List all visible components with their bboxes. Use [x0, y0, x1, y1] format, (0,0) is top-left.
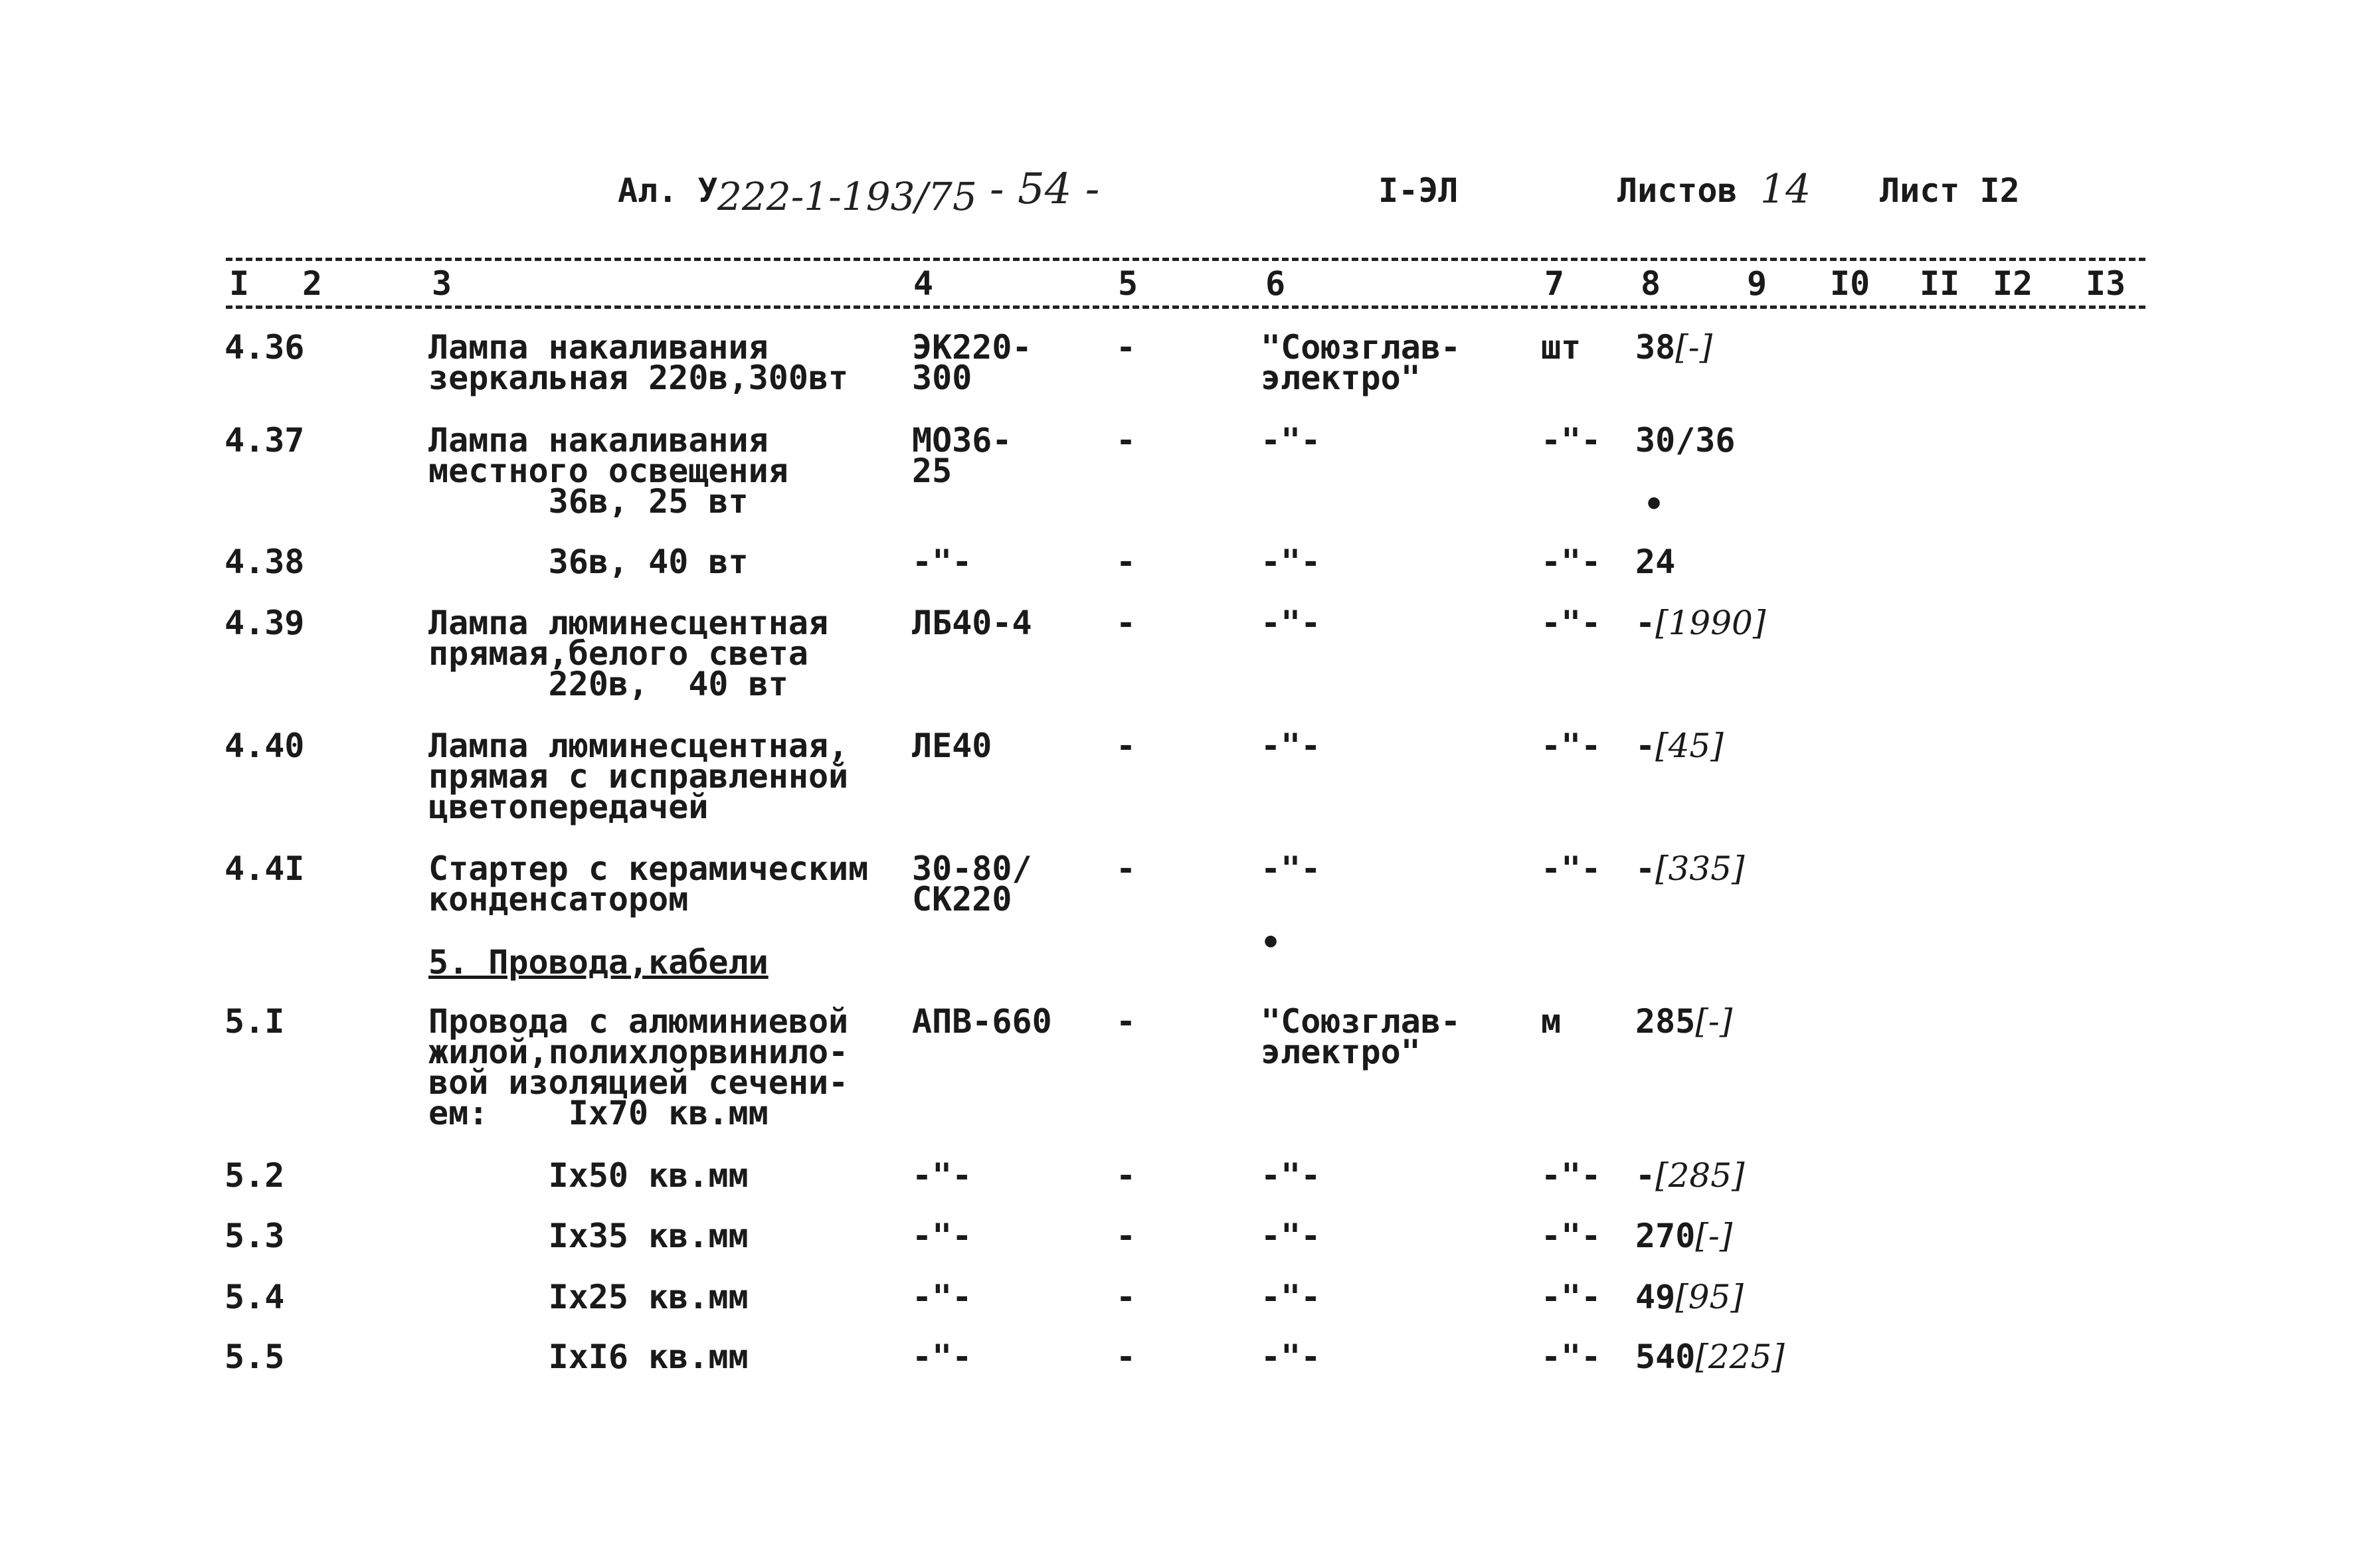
- item-quantity: [1635, 604, 1766, 642]
- quantity-printed: -: [1635, 849, 1656, 888]
- item-col5: -: [1116, 1002, 1136, 1041]
- quantity-printed: 38: [1635, 328, 1676, 367]
- quantity-handwritten: [-]: [1695, 1002, 1733, 1041]
- item-supplier: "Союзглав- электро": [1261, 328, 1461, 397]
- quantity-printed: -: [1635, 1156, 1656, 1195]
- item-name: Лампа накаливания местного освещения 36в, 25 вт: [428, 421, 788, 521]
- column-number: 2: [302, 264, 323, 303]
- item-unit: -"-: [1541, 1278, 1601, 1316]
- item-number: 4.40: [225, 727, 305, 765]
- item-supplier: -"-: [1261, 1156, 1321, 1195]
- top-dashed-rule: [226, 258, 2145, 261]
- column-number: 8: [1641, 264, 1661, 303]
- quantity-handwritten: [45]: [1655, 727, 1724, 765]
- item-quantity: [1635, 1338, 1785, 1376]
- item-unit: -"-: [1541, 1156, 1601, 1195]
- sheet-label: Лист I2: [1880, 171, 2020, 210]
- item-supplier: -"-: [1261, 1338, 1321, 1376]
- item-name: Провода с алюминиевой жилой,полихлорвинило- вой изоляцией сечени- ем: Iх70 кв.мм: [428, 1002, 849, 1132]
- quantity-handwritten: [285]: [1655, 1156, 1745, 1195]
- item-supplier: "Союзглав- электро": [1261, 1002, 1461, 1071]
- column-number: 6: [1265, 264, 1286, 303]
- column-number: 4: [913, 264, 934, 303]
- item-supplier: -"-: [1261, 1278, 1321, 1316]
- item-type: ЭК220- 300: [912, 328, 1032, 397]
- item-unit: -"-: [1541, 727, 1601, 765]
- item-name: Iх25 кв.мм: [428, 1278, 749, 1316]
- item-col5: -: [1116, 328, 1136, 367]
- item-unit: -"-: [1541, 1217, 1601, 1255]
- column-number: 9: [1747, 264, 1767, 303]
- quantity-printed: -: [1635, 727, 1656, 765]
- sheets-count-handwritten: 14: [1760, 166, 1811, 213]
- item-type: 30-80/ СК220: [912, 849, 1032, 918]
- column-number: I: [229, 264, 250, 303]
- item-col5: -: [1116, 421, 1136, 460]
- item-number: 5.I: [225, 1002, 285, 1041]
- quantity-printed: -: [1635, 604, 1656, 642]
- item-name: Стартер с керамическим конденсатором: [428, 849, 869, 918]
- sheets-label: Листов: [1617, 171, 1738, 210]
- quantity-handwritten: [335]: [1655, 849, 1745, 888]
- stray-mark: •: [1261, 923, 1281, 962]
- item-quantity: [1635, 849, 1745, 888]
- quantity-printed: 540: [1635, 1338, 1696, 1376]
- doc-mark: I-ЭЛ: [1378, 171, 1459, 210]
- item-type: -"-: [912, 1217, 972, 1255]
- item-col5: -: [1116, 604, 1136, 642]
- column-number: 5: [1118, 264, 1138, 303]
- quantity-handwritten: [-]: [1695, 1217, 1733, 1255]
- item-supplier: -"-: [1261, 1217, 1321, 1255]
- album-code-handwritten: 222-1-193/75: [717, 174, 977, 219]
- item-col5: -: [1116, 543, 1136, 581]
- item-col5: -: [1116, 727, 1136, 765]
- item-unit: -"-: [1541, 604, 1601, 642]
- item-supplier: -"-: [1261, 604, 1321, 642]
- item-name: Лампа люминесцентная прямая,белого света 220в, 40 вт: [428, 604, 829, 703]
- item-quantity: [1635, 1278, 1744, 1316]
- item-col5: -: [1116, 1338, 1136, 1376]
- column-number: I0: [1830, 264, 1870, 303]
- item-unit: -"-: [1541, 543, 1601, 581]
- item-unit: м: [1541, 1002, 1562, 1041]
- item-number: 5.2: [225, 1156, 285, 1195]
- item-quantity: [1635, 1156, 1745, 1195]
- item-type: ЛЕ40: [912, 727, 992, 765]
- columns-dashed-rule: [226, 305, 2145, 309]
- item-supplier: -"-: [1261, 543, 1321, 581]
- quantity-handwritten: [95]: [1675, 1278, 1744, 1316]
- item-type: ЛБ40-4: [912, 604, 1032, 642]
- item-quantity: [1635, 421, 1736, 460]
- column-number: I2: [1993, 264, 2033, 303]
- item-name: Лампа накаливания зеркальная 220в,300вт: [428, 328, 849, 397]
- page-number-handwritten: - 54 -: [990, 165, 1100, 214]
- quantity-handwritten: [225]: [1695, 1338, 1785, 1376]
- quantity-printed: 30/36: [1635, 421, 1736, 460]
- album-prefix: Ал. У: [618, 171, 718, 210]
- column-number: 7: [1544, 264, 1565, 303]
- item-quantity: [1635, 328, 1713, 367]
- item-unit: -"-: [1541, 849, 1601, 888]
- item-number: 4.39: [225, 604, 305, 642]
- item-name: 36в, 40 вт: [428, 543, 749, 581]
- item-name: Лампа люминесцентная, прямая с исправленной цветопередачей: [428, 727, 849, 826]
- item-unit: -"-: [1541, 1338, 1601, 1376]
- item-type: -"-: [912, 1338, 972, 1376]
- item-col5: -: [1116, 1156, 1136, 1195]
- item-unit: -"-: [1541, 421, 1601, 460]
- item-number: 5.4: [225, 1278, 285, 1316]
- quantity-printed: 270: [1635, 1217, 1696, 1255]
- item-number: 5.3: [225, 1217, 285, 1255]
- item-number: 4.38: [225, 543, 305, 581]
- item-type: МО36- 25: [912, 421, 1012, 490]
- item-quantity: [1635, 543, 1676, 581]
- item-col5: -: [1116, 1278, 1136, 1316]
- item-type: -"-: [912, 1156, 972, 1195]
- quantity-printed: 24: [1635, 543, 1676, 581]
- item-number: 4.36: [225, 328, 305, 367]
- item-number: 5.5: [225, 1338, 285, 1376]
- section-title: 5. Провода,кабели: [428, 943, 769, 982]
- item-supplier: -"-: [1261, 849, 1321, 888]
- item-quantity: [1635, 727, 1724, 765]
- item-unit: шт: [1541, 328, 1582, 367]
- item-quantity: [1635, 1002, 1733, 1041]
- item-col5: -: [1116, 849, 1136, 888]
- stray-mark: •: [1644, 485, 1665, 523]
- column-number: I3: [2086, 264, 2126, 303]
- item-number: 4.37: [225, 421, 305, 460]
- item-name: Iх50 кв.мм: [428, 1156, 749, 1195]
- column-number: 3: [432, 264, 452, 303]
- item-type: -"-: [912, 1278, 972, 1316]
- item-type: -"-: [912, 543, 972, 581]
- item-name: IхI6 кв.мм: [428, 1338, 749, 1376]
- item-col5: -: [1116, 1217, 1136, 1255]
- item-quantity: [1635, 1217, 1733, 1255]
- item-type: АПВ-660: [912, 1002, 1052, 1041]
- quantity-printed: 49: [1635, 1278, 1676, 1316]
- item-supplier: -"-: [1261, 727, 1321, 765]
- quantity-printed: 285: [1635, 1002, 1696, 1041]
- quantity-handwritten: [1990]: [1655, 604, 1766, 642]
- item-number: 4.4I: [225, 849, 305, 888]
- item-supplier: -"-: [1261, 421, 1321, 460]
- item-name: Iх35 кв.мм: [428, 1217, 749, 1255]
- column-number: II: [1920, 264, 1960, 303]
- quantity-handwritten: [-]: [1675, 328, 1713, 367]
